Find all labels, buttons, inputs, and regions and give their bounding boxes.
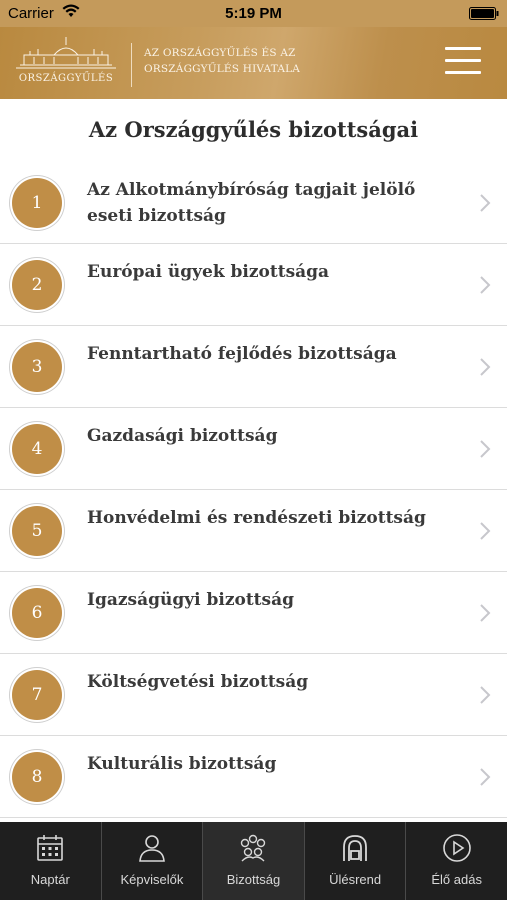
chevron-right-icon (478, 274, 492, 296)
chevron-right-icon (478, 684, 492, 706)
header-divider (131, 43, 132, 87)
parliament-building-icon (14, 35, 118, 71)
committee-row[interactable] (0, 736, 507, 818)
tab-representatives[interactable] (101, 822, 203, 900)
committee-list (0, 162, 507, 818)
hamburger-menu-button[interactable] (443, 45, 483, 77)
calendar-icon (33, 831, 67, 865)
committee-number-badge: 6 (12, 588, 62, 638)
committee-row[interactable] (0, 654, 507, 736)
committee-row[interactable] (0, 244, 507, 326)
page-title: Az Országgyűlés bizottságai (88, 117, 419, 142)
committee-row[interactable] (0, 490, 507, 572)
play-icon (440, 831, 474, 865)
committee-name: Honvédelmi és rendészeti bizottság (87, 508, 426, 528)
tab-seating[interactable] (304, 822, 406, 900)
committee-name: Kulturális bizottság (87, 754, 277, 774)
tab-label: Naptár (30, 872, 70, 887)
chevron-right-icon (478, 438, 492, 460)
tab-label: Élő adás (431, 872, 482, 887)
chevron-right-icon (478, 520, 492, 542)
carrier-label: Carrier (8, 5, 54, 22)
header-subtitle-line1: AZ ORSZÁGGYŰLÉS ÉS AZ (144, 47, 296, 59)
committee-row[interactable] (0, 326, 507, 408)
menu-bar-icon (445, 71, 481, 74)
committee-name: Gazdasági bizottság (87, 426, 278, 446)
committee-row[interactable] (0, 408, 507, 490)
status-time: 5:19 PM (225, 5, 282, 22)
committee-number-badge: 1 (12, 178, 62, 228)
committee-name: Fenntartható fejlődés bizottsága (87, 344, 397, 364)
tab-committee[interactable] (202, 822, 304, 900)
committee-row[interactable] (0, 162, 507, 244)
tab-label: Ülésrend (329, 872, 382, 887)
menu-bar-icon (445, 59, 481, 62)
tab-bar (0, 822, 507, 900)
chevron-right-icon (478, 356, 492, 378)
chevron-right-icon (478, 192, 492, 214)
battery-icon (469, 7, 499, 20)
parliament-logo[interactable] (14, 35, 118, 91)
committee-number-badge: 3 (12, 342, 62, 392)
header-subtitle-line2: ORSZÁGGYŰLÉS HIVATALA (144, 63, 301, 75)
chevron-right-icon (478, 766, 492, 788)
committee-name: Igazságügyi bizottság (87, 590, 294, 610)
committee-name: Az Alkotmánybíróság tagjait jelölő eseti bizottság (87, 180, 416, 226)
committee-number-badge: 8 (12, 752, 62, 802)
menu-bar-icon (445, 47, 481, 50)
header-subtitle (144, 45, 300, 77)
tab-live[interactable] (405, 822, 507, 900)
committee-number-badge: 7 (12, 670, 62, 720)
committee-number-badge: 2 (12, 260, 62, 310)
tab-label: Bizottság (226, 872, 281, 887)
seating-icon (338, 831, 372, 865)
tab-label: Képviselők (120, 872, 184, 887)
tab-calendar[interactable] (0, 822, 101, 900)
committee-row[interactable] (0, 572, 507, 654)
committee-name: Európai ügyek bizottsága (87, 262, 330, 282)
committee-number-badge: 4 (12, 424, 62, 474)
group-icon (236, 831, 270, 865)
committee-number-badge: 5 (12, 506, 62, 556)
status-bar (0, 0, 507, 27)
committee-name: Költségvetési bizottság (87, 672, 309, 692)
person-icon (135, 831, 169, 865)
chevron-right-icon (478, 602, 492, 624)
logo-text: ORSZÁGGYŰLÉS (18, 73, 114, 84)
app-header (0, 27, 507, 99)
